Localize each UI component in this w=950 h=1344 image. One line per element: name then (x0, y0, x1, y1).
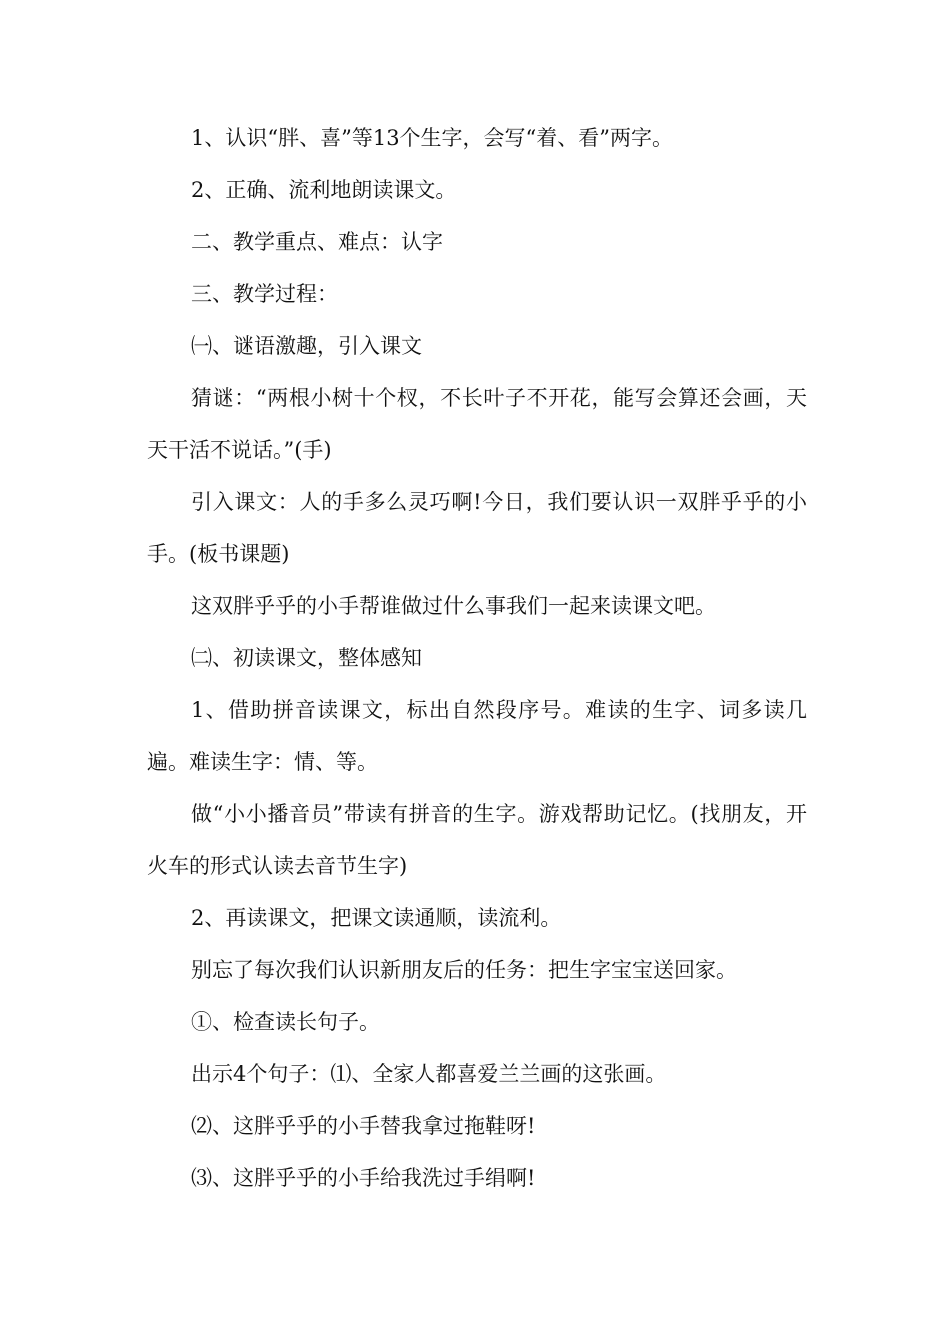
paragraph-pinyin-reading: 1、借助拼音读课文，标出自然段序号。难读的生字、词多读几遍。难读生字：情、等。 (147, 698, 807, 774)
paragraph-sentence-2: ⑵、这胖乎乎的小手替我拿过拖鞋呀! (191, 1114, 536, 1138)
paragraph-check-long-sentences: ①、检查读长句子。 (191, 1010, 380, 1034)
heading-key-points: 二、教学重点、难点：认字 (191, 230, 443, 254)
paragraph-riddle: 猜谜：“两根小树十个杈，不长叶子不开花，能写会算还会画，天天干活不说话。”(手) (147, 386, 807, 462)
document-page (147, 112, 807, 1204)
paragraph-read-together: 这双胖乎乎的小手帮谁做过什么事我们一起来读课文吧。 (191, 594, 716, 618)
paragraph-little-announcer: 做“小小播音员”带读有拼音的生字。游戏帮助记忆。(找朋友，开火车的形式认读去音节生字) (147, 802, 807, 878)
heading-teaching-process: 三、教学过程： (191, 282, 338, 306)
paragraph-reread: 2、再读课文，把课文读通顺，读流利。 (191, 906, 562, 930)
paragraph-sentence-3: ⑶、这胖乎乎的小手给我洗过手绢啊! (191, 1166, 536, 1190)
paragraph-objective-2: 2、正确、流利地朗读课文。 (191, 178, 457, 202)
paragraph-sentence-1: 出示4个句子：⑴、全家人都喜爱兰兰画的这张画。 (191, 1062, 667, 1086)
paragraph-objective-1: 1、认识“胖、喜”等13个生字，会写“着、看”两字。 (191, 126, 674, 150)
heading-riddle-intro: ㈠、谜语激趣，引入课文 (191, 334, 422, 358)
heading-first-reading: ㈡、初读课文，整体感知 (191, 646, 422, 670)
paragraph-task-reminder: 别忘了每次我们认识新朋友后的任务：把生字宝宝送回家。 (191, 958, 737, 982)
paragraph-introduce-text: 引入课文：人的手多么灵巧啊!今日，我们要认识一双胖乎乎的小手。(板书课题) (147, 490, 807, 566)
